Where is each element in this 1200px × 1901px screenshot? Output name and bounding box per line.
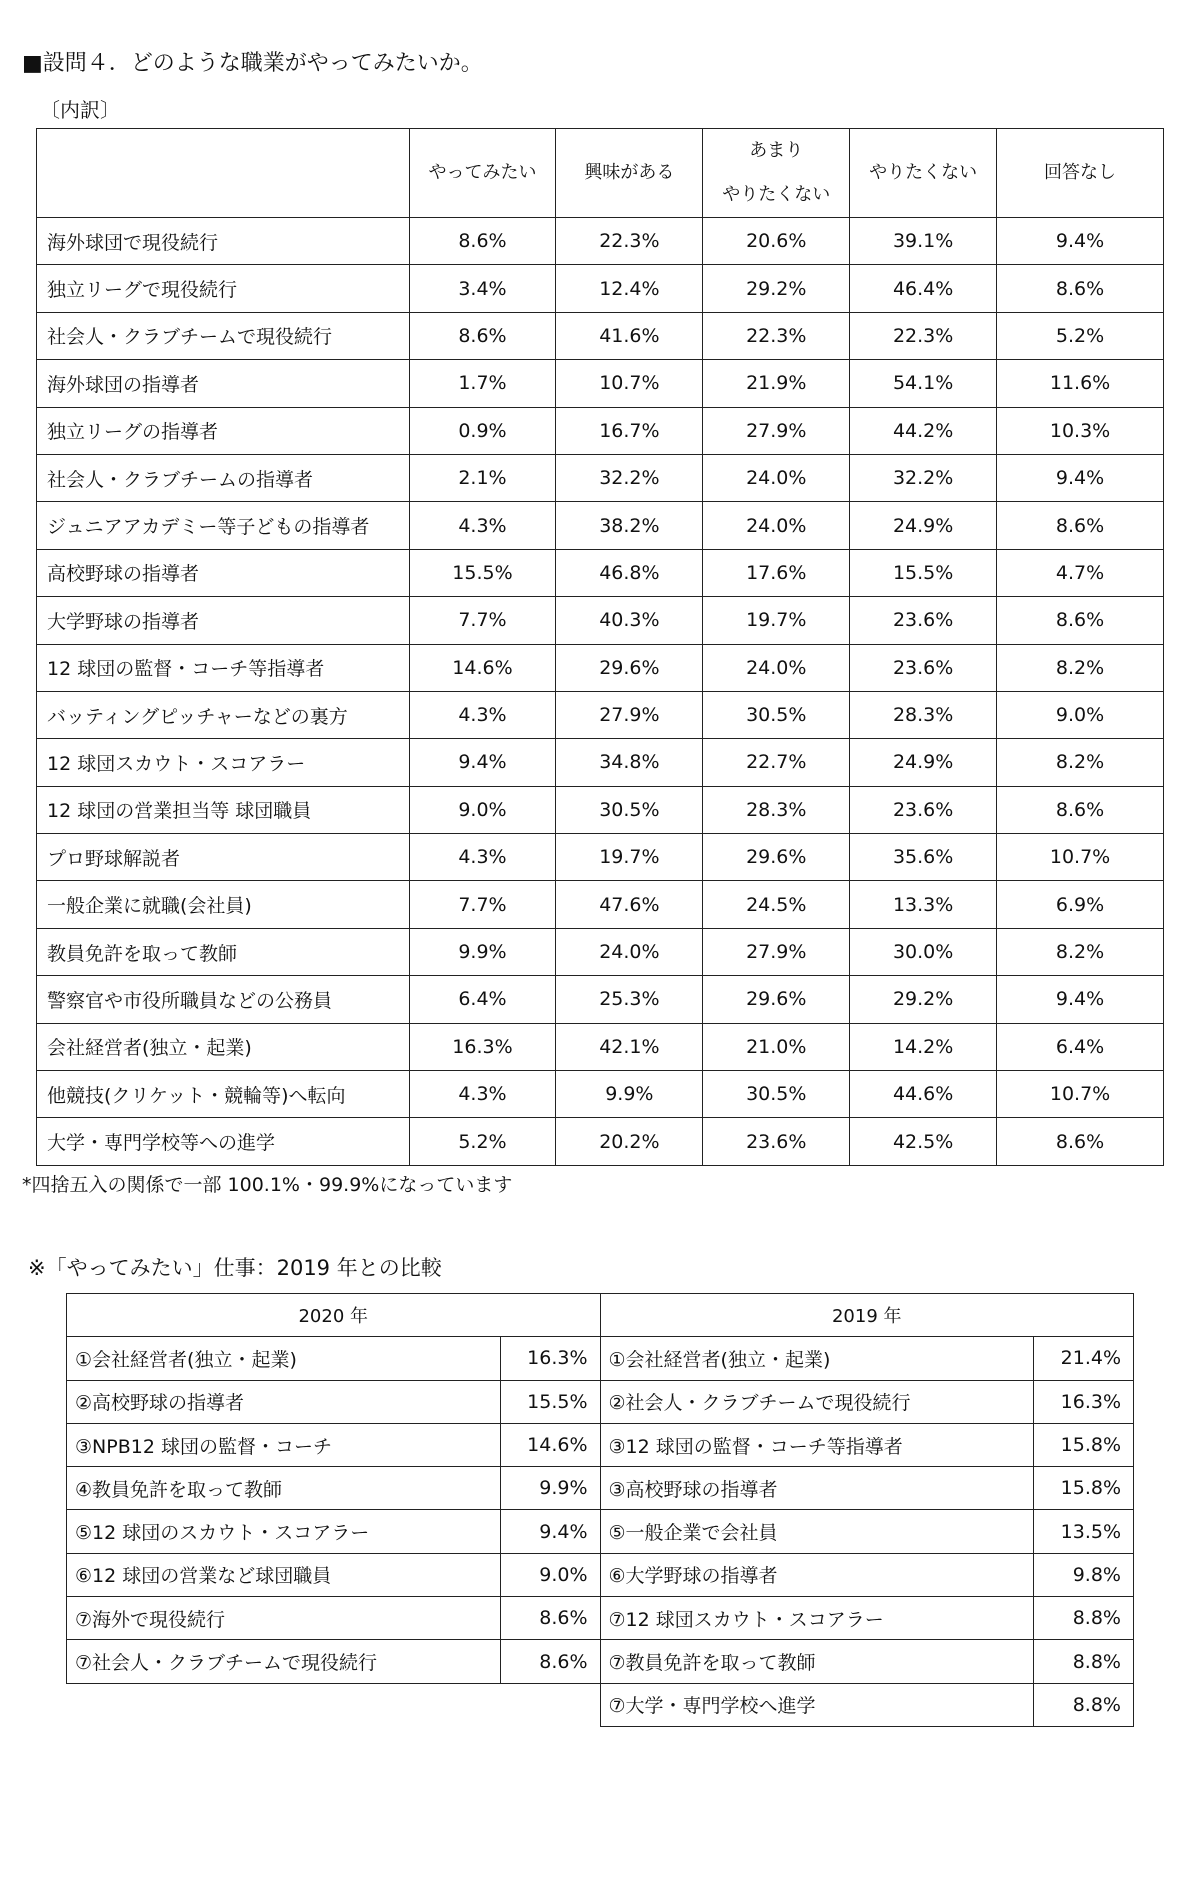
- table-cell: 24.9%: [850, 739, 997, 786]
- table-row: [37, 407, 1164, 454]
- comparison-label: ③12 球団の監督・コーチ等指導者: [600, 1423, 1033, 1466]
- table-cell: 23.6%: [850, 597, 997, 644]
- header-blank: [37, 129, 410, 218]
- table-cell: 7.7%: [409, 881, 556, 928]
- table-cell: 27.9%: [703, 928, 850, 975]
- table-cell: 8.6%: [997, 265, 1164, 312]
- comparison-value: 9.0%: [500, 1553, 600, 1596]
- table-row: [37, 739, 1164, 786]
- table-cell: 24.9%: [850, 502, 997, 549]
- row-label: 警察官や市役所職員などの公務員: [37, 976, 410, 1023]
- table-row: [37, 786, 1164, 833]
- table-cell: 10.7%: [556, 360, 703, 407]
- comparison-label: ⑦社会人・クラブチームで現役続行: [67, 1640, 501, 1683]
- table-row: [37, 1118, 1164, 1165]
- table-cell: 54.1%: [850, 360, 997, 407]
- comparison-label: ②高校野球の指導者: [67, 1380, 501, 1423]
- header-want-to-do: やってみたい: [409, 129, 556, 218]
- comparison-value: 16.3%: [500, 1337, 600, 1380]
- table-cell: 4.3%: [409, 1071, 556, 1118]
- table-cell: 3.4%: [409, 265, 556, 312]
- header-not-really: [703, 129, 850, 218]
- table-cell: 34.8%: [556, 739, 703, 786]
- table-cell: 22.7%: [703, 739, 850, 786]
- table-cell: 9.4%: [409, 739, 556, 786]
- table-cell: 9.9%: [409, 928, 556, 975]
- row-label: 教員免許を取って教師: [37, 928, 410, 975]
- comparison-header-row: [67, 1294, 1134, 1337]
- comparison-row: [67, 1553, 1134, 1596]
- table-cell: 30.0%: [850, 928, 997, 975]
- table-cell: 13.3%: [850, 881, 997, 928]
- table-cell: 23.6%: [703, 1118, 850, 1165]
- comparison-label: ⑤一般企業で会社員: [600, 1510, 1033, 1553]
- table-cell: 9.0%: [997, 691, 1164, 738]
- table-cell: 9.9%: [556, 1071, 703, 1118]
- table-cell: 28.3%: [850, 691, 997, 738]
- table-row: [37, 1023, 1164, 1070]
- comparison-heading: ※「やってみたい」仕事：2019 年との比較: [28, 1256, 442, 1280]
- comparison-row: [67, 1597, 1134, 1640]
- table-cell: 29.6%: [703, 976, 850, 1023]
- row-label: バッティングピッチャーなどの裏方: [37, 691, 410, 738]
- table-cell: 9.0%: [409, 786, 556, 833]
- year-2020-header: 2020 年: [67, 1294, 601, 1337]
- table-cell: 23.6%: [850, 644, 997, 691]
- header-interested: 興味がある: [556, 129, 703, 218]
- table-cell: 25.3%: [556, 976, 703, 1023]
- comparison-row: [67, 1423, 1134, 1466]
- table-cell: 42.1%: [556, 1023, 703, 1070]
- table-cell: 39.1%: [850, 218, 997, 265]
- comparison-value: 9.4%: [500, 1510, 600, 1553]
- table-row: [37, 265, 1164, 312]
- comparison-value: 8.6%: [500, 1640, 600, 1683]
- table-cell: 24.0%: [703, 502, 850, 549]
- row-label: 独立リーグの指導者: [37, 407, 410, 454]
- comparison-value: 8.6%: [500, 1597, 600, 1640]
- comparison-value: 8.8%: [1034, 1683, 1134, 1726]
- comparison-label: ⑦海外で現役続行: [67, 1597, 501, 1640]
- comparison-row: [67, 1380, 1134, 1423]
- comparison-value: 8.8%: [1034, 1640, 1134, 1683]
- table-cell: 16.7%: [556, 407, 703, 454]
- table-cell: 38.2%: [556, 502, 703, 549]
- year-2019-header: 2019 年: [600, 1294, 1133, 1337]
- comparison-value: 15.8%: [1034, 1423, 1134, 1466]
- table-cell: 23.6%: [850, 786, 997, 833]
- comparison-row: [67, 1640, 1134, 1683]
- occupation-table: [36, 128, 1164, 1166]
- table-cell: 22.3%: [850, 312, 997, 359]
- table-cell: 24.5%: [703, 881, 850, 928]
- table-cell: 19.7%: [556, 834, 703, 881]
- comparison-value: 15.5%: [500, 1380, 600, 1423]
- comparison-value: 21.4%: [1034, 1337, 1134, 1380]
- table-cell: 15.5%: [850, 549, 997, 596]
- table-cell: 21.0%: [703, 1023, 850, 1070]
- table-cell: 24.0%: [703, 644, 850, 691]
- comparison-value: 8.8%: [1034, 1597, 1134, 1640]
- table-row: [37, 597, 1164, 644]
- table-cell: 8.6%: [997, 1118, 1164, 1165]
- table-cell: 32.2%: [850, 454, 997, 501]
- table-row: [37, 502, 1164, 549]
- comparison-value: 14.6%: [500, 1423, 600, 1466]
- table-cell: 9.4%: [997, 218, 1164, 265]
- table-cell: 6.4%: [409, 976, 556, 1023]
- table-cell: 29.6%: [703, 834, 850, 881]
- table-cell: 29.6%: [556, 644, 703, 691]
- header-not-really-line2: やりたくない: [722, 184, 831, 205]
- table-row: [37, 549, 1164, 596]
- table-cell: 7.7%: [409, 597, 556, 644]
- table-cell: 30.5%: [703, 691, 850, 738]
- table-cell: 9.4%: [997, 454, 1164, 501]
- table-cell: 14.6%: [409, 644, 556, 691]
- comparison-row: [67, 1510, 1134, 1553]
- table-cell: 12.4%: [556, 265, 703, 312]
- table-cell: 46.8%: [556, 549, 703, 596]
- comparison-label: ⑤12 球団のスカウト・スコアラー: [67, 1510, 501, 1553]
- table-cell: 30.5%: [556, 786, 703, 833]
- table-cell: 15.5%: [409, 549, 556, 596]
- table-cell: 8.2%: [997, 644, 1164, 691]
- table-cell: 11.6%: [997, 360, 1164, 407]
- table-cell: 27.9%: [556, 691, 703, 738]
- comparison-label: [67, 1683, 501, 1726]
- row-label: 一般企業に就職(会社員): [37, 881, 410, 928]
- table-row: [37, 1071, 1164, 1118]
- table-cell: 40.3%: [556, 597, 703, 644]
- comparison-label: ①会社経営者(独立・起業): [600, 1337, 1033, 1380]
- table-cell: 35.6%: [850, 834, 997, 881]
- table-row: [37, 218, 1164, 265]
- table-cell: 6.4%: [997, 1023, 1164, 1070]
- table-cell: 44.6%: [850, 1071, 997, 1118]
- table-cell: 10.7%: [997, 1071, 1164, 1118]
- header-dont-want: やりたくない: [850, 129, 997, 218]
- comparison-label: ④教員免許を取って教師: [67, 1467, 501, 1510]
- table-cell: 24.0%: [703, 454, 850, 501]
- table-cell: 5.2%: [409, 1118, 556, 1165]
- comparison-value: 9.9%: [500, 1467, 600, 1510]
- table-cell: 28.3%: [703, 786, 850, 833]
- table-row: [37, 312, 1164, 359]
- table-cell: 8.2%: [997, 739, 1164, 786]
- row-label: 社会人・クラブチームの指導者: [37, 454, 410, 501]
- comparison-row: [67, 1683, 1134, 1726]
- row-label: 会社経営者(独立・起業): [37, 1023, 410, 1070]
- table-cell: 20.6%: [703, 218, 850, 265]
- comparison-label: ③高校野球の指導者: [600, 1467, 1033, 1510]
- row-label: 大学野球の指導者: [37, 597, 410, 644]
- table-cell: 29.2%: [850, 976, 997, 1023]
- table-cell: 6.9%: [997, 881, 1164, 928]
- row-label: 海外球団で現役続行: [37, 218, 410, 265]
- table-cell: 8.6%: [997, 597, 1164, 644]
- comparison-label: ⑦12 球団スカウト・スコアラー: [600, 1597, 1033, 1640]
- table-cell: 41.6%: [556, 312, 703, 359]
- table-cell: 17.6%: [703, 549, 850, 596]
- table-cell: 22.3%: [703, 312, 850, 359]
- table-cell: 8.6%: [409, 312, 556, 359]
- table-cell: 10.3%: [997, 407, 1164, 454]
- comparison-value: 9.8%: [1034, 1553, 1134, 1596]
- table-cell: 44.2%: [850, 407, 997, 454]
- table-row: [37, 881, 1164, 928]
- table-cell: 4.3%: [409, 502, 556, 549]
- table-cell: 29.2%: [703, 265, 850, 312]
- header-not-really-line1: あまり: [749, 140, 804, 161]
- row-label: ジュニアアカデミー等子どもの指導者: [37, 502, 410, 549]
- comparison-label: ⑥大学野球の指導者: [600, 1553, 1033, 1596]
- table-cell: 46.4%: [850, 265, 997, 312]
- table-cell: 4.3%: [409, 834, 556, 881]
- header-no-answer: 回答なし: [997, 129, 1164, 218]
- table-cell: 8.6%: [997, 786, 1164, 833]
- row-label: 12 球団の営業担当等 球団職員: [37, 786, 410, 833]
- row-label: 12 球団スカウト・スコアラー: [37, 739, 410, 786]
- comparison-value: 13.5%: [1034, 1510, 1134, 1553]
- row-label: 高校野球の指導者: [37, 549, 410, 596]
- table-cell: 32.2%: [556, 454, 703, 501]
- row-label: 12 球団の監督・コーチ等指導者: [37, 644, 410, 691]
- row-label: プロ野球解説者: [37, 834, 410, 881]
- comparison-label: ⑦教員免許を取って教師: [600, 1640, 1033, 1683]
- comparison-label: ②社会人・クラブチームで現役続行: [600, 1380, 1033, 1423]
- table-cell: 4.7%: [997, 549, 1164, 596]
- comparison-value: 16.3%: [1034, 1380, 1134, 1423]
- row-label: 他競技(クリケット・競輪等)へ転向: [37, 1071, 410, 1118]
- table-cell: 2.1%: [409, 454, 556, 501]
- table-cell: 30.5%: [703, 1071, 850, 1118]
- table-cell: 20.2%: [556, 1118, 703, 1165]
- table-cell: 8.6%: [997, 502, 1164, 549]
- comparison-value: [500, 1683, 600, 1726]
- table-row: [37, 360, 1164, 407]
- table-row: [37, 834, 1164, 881]
- comparison-row: [67, 1337, 1134, 1380]
- table-row: [37, 976, 1164, 1023]
- row-label: 社会人・クラブチームで現役続行: [37, 312, 410, 359]
- table-cell: 10.7%: [997, 834, 1164, 881]
- table-cell: 42.5%: [850, 1118, 997, 1165]
- comparison-table: [66, 1293, 1134, 1727]
- comparison-label: ③NPB12 球団の監督・コーチ: [67, 1423, 501, 1466]
- table-row: [37, 691, 1164, 738]
- comparison-label: ⑥12 球団の営業など球団職員: [67, 1553, 501, 1596]
- comparison-row: [67, 1467, 1134, 1510]
- comparison-label: ①会社経営者(独立・起業): [67, 1337, 501, 1380]
- table-cell: 47.6%: [556, 881, 703, 928]
- rounding-note: *四捨五入の関係で一部 100.1%・99.9%になっています: [22, 1174, 513, 1196]
- table-header-row: [37, 129, 1164, 218]
- table-cell: 27.9%: [703, 407, 850, 454]
- table-cell: 4.3%: [409, 691, 556, 738]
- table-cell: 8.2%: [997, 928, 1164, 975]
- row-label: 海外球団の指導者: [37, 360, 410, 407]
- table-row: [37, 928, 1164, 975]
- table-cell: 9.4%: [997, 976, 1164, 1023]
- comparison-label: ⑦大学・専門学校へ進学: [600, 1683, 1033, 1726]
- table-cell: 14.2%: [850, 1023, 997, 1070]
- table-cell: 22.3%: [556, 218, 703, 265]
- table-cell: 16.3%: [409, 1023, 556, 1070]
- row-label: 独立リーグで現役続行: [37, 265, 410, 312]
- page-title: ■設問４．どのような職業がやってみたいか。: [22, 51, 483, 76]
- table-cell: 0.9%: [409, 407, 556, 454]
- comparison-value: 15.8%: [1034, 1467, 1134, 1510]
- table-row: [37, 454, 1164, 501]
- breakdown-label: 〔内訳〕: [40, 98, 120, 122]
- table-cell: 19.7%: [703, 597, 850, 644]
- table-row: [37, 644, 1164, 691]
- table-cell: 5.2%: [997, 312, 1164, 359]
- table-cell: 21.9%: [703, 360, 850, 407]
- table-cell: 1.7%: [409, 360, 556, 407]
- table-cell: 24.0%: [556, 928, 703, 975]
- table-cell: 8.6%: [409, 218, 556, 265]
- row-label: 大学・専門学校等への進学: [37, 1118, 410, 1165]
